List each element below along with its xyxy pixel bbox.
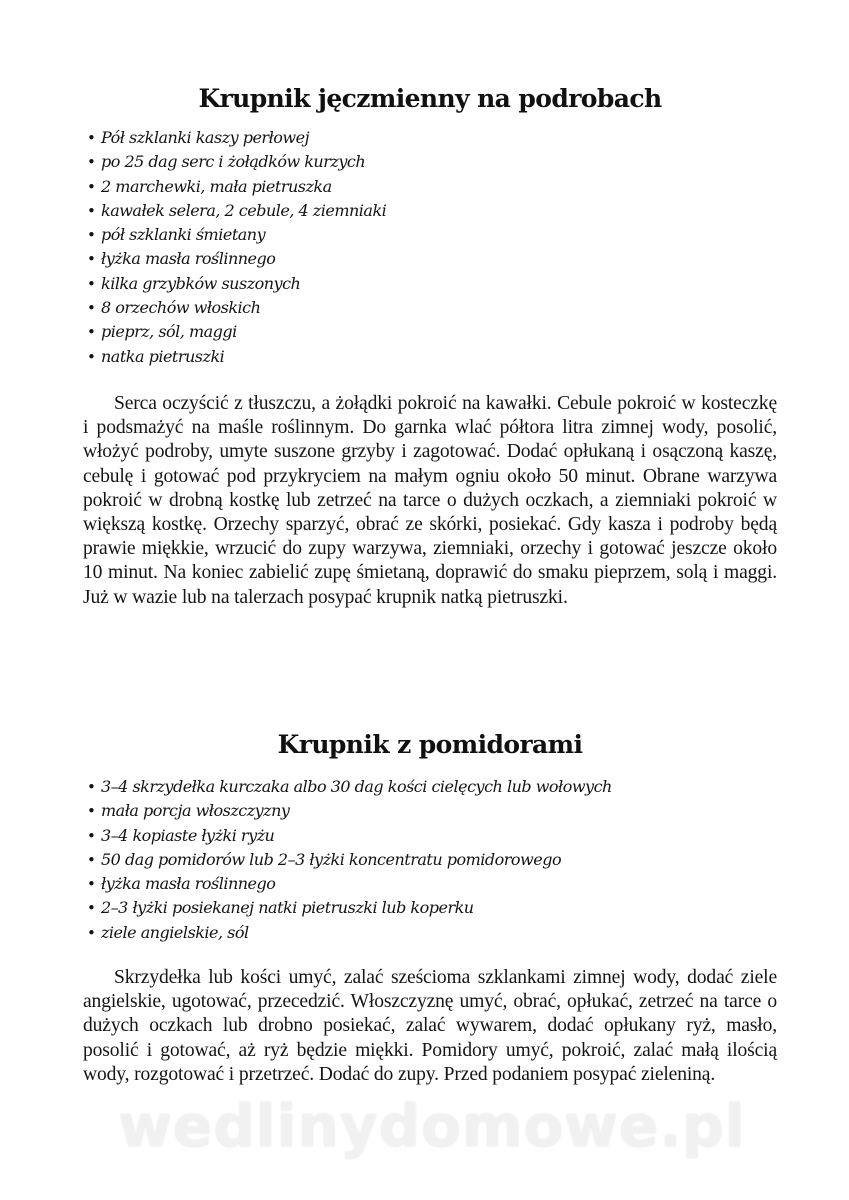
bullet-icon: • (87, 875, 96, 894)
ingredient-item: • kilka grzybków suszonych (87, 272, 386, 296)
recipe-title: Krupnik jęczmienny na podrobach (198, 84, 662, 113)
ingredient-item: • 50 dag pomidorów lub 2–3 łyżki koncentratu pomidorowego (87, 848, 612, 872)
ingredient-item: • 3–4 kopiaste łyżki ryżu (87, 824, 612, 848)
bullet-icon: • (87, 129, 96, 147)
ingredient-item: • pieprz, sól, maggi (87, 320, 386, 344)
recipe-method: Skrzydełka lub kości umyć, zalać sześcioma szklankami zimnej wody, dodać ziele angielskie, ugotować, przecedzić. Włoszczyznę umyć, obrać, opłukać, zetrzeć na tarce o dużych oczkach lub drobno posiekać, zalać wywarem, dodać opłukany ryż, masło, posolić i gotować, aż ryż będzie miękki. Pomidory umyć, pokroić, zalać małą ilością wody, rozgotować i przetrzeć. Dodać do zupy. Przed podaniem posypać zieleniną. (83, 967, 777, 1085)
bullet-icon: • (87, 323, 96, 342)
ingredient-item: • mała porcja włoszczyzny (87, 799, 612, 823)
ingredient-item: • natka pietruszki (87, 345, 386, 369)
bullet-icon: • (87, 177, 96, 196)
bullet-icon: • (87, 226, 96, 245)
ingredient-item: • 2–3 łyżki posiekanej natki pietruszki lub koperku (87, 896, 612, 920)
bullet-icon: • (87, 923, 96, 942)
ingredient-item: • kawałek selera, 2 cebule, 4 ziemniaki (87, 199, 386, 223)
bullet-icon: • (87, 201, 96, 220)
watermark: wedlinydomowe.pl (118, 1092, 746, 1160)
bullet-icon: • (87, 250, 96, 269)
recipe-method: Serca oczyścić z tłuszczu, a żołądki pokroić na kawałki. Cebule pokroić w kosteczkę i podsmażyć na maśle roślinnym. Do garnka wlać półtora litra zimnej wody, posolić, włożyć podroby, umyte suszone grzyby i zagotować. Dodać opłukaną i osączoną kaszę, cebulę i gotować pod przykryciem na małym ogniu około 50 minut. Obrane warzywa pokroić w drobną kostkę lub zetrzeć na tarce o dużych oczkach, a ziemniaki pokroić w większą kostkę. Orzechy sparzyć, obrać ze skórki, posiekać. Gdy kasza i podroby będą prawie miękkie, wrzucić do zupy warzywa, ziemniaki, orzechy i gotować jeszcze około 10 minut. Na koniec zabielić zupę śmietaną, doprawić do smaku pieprzem, solą i maggi. Już w wazie lub na talerzach posypać krupnik natką pietruszki. (83, 393, 777, 608)
bullet-icon: • (87, 274, 96, 293)
ingredient-item: • pół szklanki śmietany (87, 223, 386, 247)
ingredient-item: • ziele angielskie, sól (87, 921, 612, 945)
bullet-icon: • (87, 778, 96, 796)
recipe-title: Krupnik z pomidorami (277, 730, 583, 759)
bullet-icon: • (87, 802, 96, 821)
bullet-icon: • (87, 299, 96, 318)
bullet-icon: • (87, 153, 96, 172)
bullet-icon: • (87, 850, 96, 869)
bullet-icon: • (87, 347, 96, 366)
ingredient-list (87, 775, 612, 945)
ingredient-list (87, 126, 386, 369)
ingredient-item: • 2 marchewki, mała pietruszka (87, 175, 386, 199)
ingredient-item: • Pół szklanki kaszy perłowej (87, 126, 386, 150)
bullet-icon: • (87, 899, 96, 918)
ingredient-item: • 3–4 skrzydełka kurczaka albo 30 dag kości cielęcych lub wołowych (87, 775, 612, 799)
bullet-icon: • (87, 826, 96, 845)
ingredient-item: • 8 orzechów włoskich (87, 296, 386, 320)
ingredient-item: • po 25 dag serc i żołądków kurzych (87, 150, 386, 174)
ingredient-item: • łyżka masła roślinnego (87, 872, 612, 896)
ingredient-item: • łyżka masła roślinnego (87, 247, 386, 271)
